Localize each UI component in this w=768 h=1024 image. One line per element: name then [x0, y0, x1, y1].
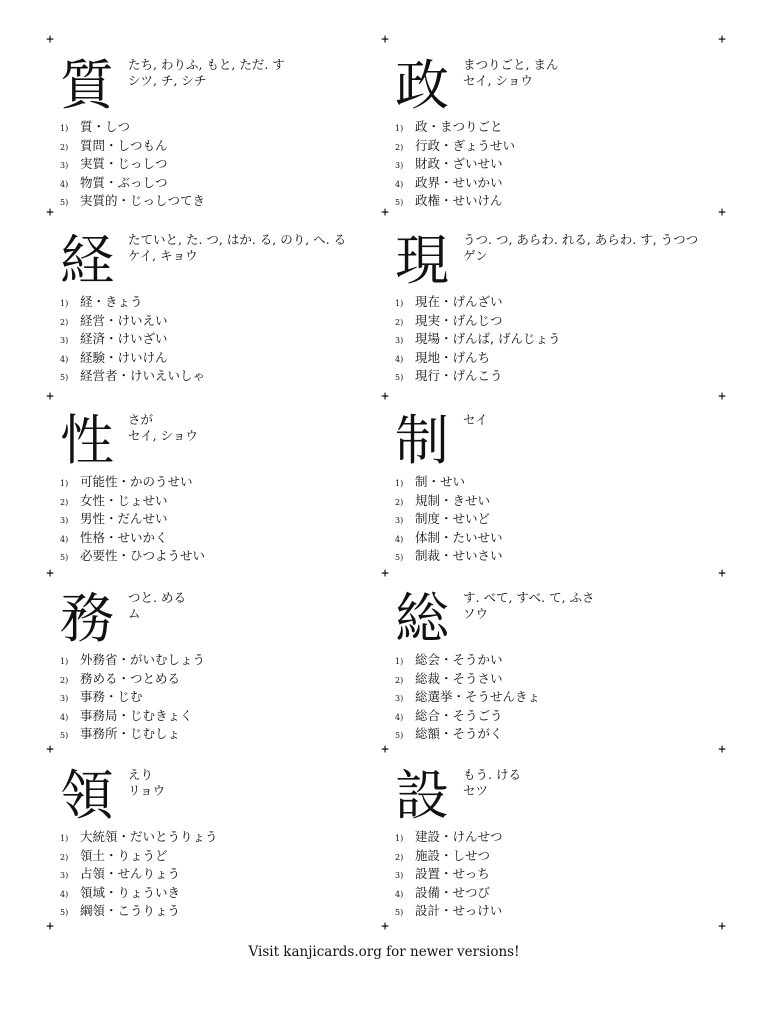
vocab-item — [60, 193, 205, 212]
vocab-list — [60, 294, 205, 387]
vocab-list — [395, 119, 515, 212]
vocab-text: 実質・じっしつ — [80, 156, 168, 172]
vocab-item — [395, 726, 540, 745]
vocab-text: 質・しつ — [80, 119, 131, 134]
vocab-number: 2) — [60, 675, 69, 685]
vocab-number: 5) — [395, 908, 404, 918]
vocab-list — [395, 474, 503, 567]
vocab-item — [395, 848, 503, 867]
vocab-item — [60, 331, 205, 350]
on-reading: セイ, ショウ — [463, 73, 533, 88]
vocab-item — [395, 313, 560, 332]
crop-mark: + — [381, 742, 389, 757]
vocab-item — [60, 689, 205, 708]
vocab-text: 現地・げんち — [415, 349, 491, 365]
vocab-text: 政権・せいけん — [415, 193, 503, 209]
kanji-character: 政 — [395, 54, 449, 117]
on-reading: セイ, ショウ — [128, 428, 198, 443]
kun-reading: えり — [128, 767, 154, 782]
vocab-number: 5) — [60, 373, 69, 383]
vocab-number: 4) — [395, 712, 404, 722]
vocab-number: 4) — [395, 534, 404, 544]
kun-reading: さが — [128, 412, 154, 427]
vocab-number: 1) — [60, 124, 69, 133]
crop-mark: + — [46, 919, 54, 934]
kanji-character: 経 — [60, 229, 114, 292]
vocab-number: 3) — [395, 161, 404, 171]
vocab-text: 経・きょう — [80, 294, 143, 309]
kanji-card — [50, 578, 385, 748]
crop-mark: + — [46, 205, 54, 220]
crop-mark: + — [718, 32, 726, 47]
vocab-item — [60, 138, 205, 157]
vocab-text: 外務省・がいむしょう — [80, 652, 206, 667]
vocab-number: 3) — [395, 694, 404, 704]
vocab-number: 3) — [60, 336, 69, 346]
crop-mark: + — [718, 566, 726, 581]
vocab-text: 物質・ぶっしつ — [80, 174, 168, 190]
vocab-list — [60, 474, 205, 567]
crop-mark: + — [718, 389, 726, 404]
crop-mark: + — [381, 389, 389, 404]
vocab-item — [395, 294, 560, 313]
vocab-text: 体制・たいせい — [415, 529, 503, 545]
kanji-card — [50, 400, 385, 570]
vocab-number: 1) — [395, 299, 404, 308]
vocab-number: 3) — [60, 694, 69, 704]
vocab-item — [395, 652, 540, 671]
vocab-number: 1) — [60, 834, 69, 843]
vocab-number: 4) — [60, 354, 69, 364]
vocab-item — [395, 493, 503, 512]
vocab-number: 4) — [60, 889, 69, 899]
vocab-text: 経営者・けいえいしゃ — [80, 368, 206, 384]
vocab-text: 実質的・じっしつてき — [80, 193, 206, 209]
kun-reading: セイ — [463, 412, 488, 427]
vocab-text: 建設・けんせつ — [415, 829, 503, 844]
vocab-number: 1) — [60, 479, 69, 488]
vocab-item — [395, 193, 515, 212]
vocab-item — [395, 708, 540, 727]
kanji-card — [385, 755, 720, 925]
vocab-text: 現在・げんざい — [415, 294, 503, 309]
vocab-number: 2) — [395, 142, 404, 152]
vocab-text: 大統領・だいとうりょう — [80, 829, 218, 844]
vocab-number: 3) — [60, 161, 69, 171]
vocab-item — [60, 866, 218, 885]
vocab-text: 規制・きせい — [415, 492, 491, 508]
kun-reading: たていと, た. つ, はか. る, のり, へ. る — [128, 232, 347, 247]
vocab-number: 5) — [60, 908, 69, 918]
vocab-list — [60, 829, 218, 922]
vocab-number: 4) — [395, 354, 404, 364]
vocab-item — [60, 511, 205, 530]
vocab-item — [60, 119, 205, 138]
kanji-character: 現 — [395, 229, 449, 292]
vocab-number: 5) — [60, 198, 69, 208]
vocab-text: 経験・けいけん — [80, 349, 168, 365]
vocab-number: 1) — [395, 479, 404, 488]
vocab-item — [60, 708, 205, 727]
vocab-number: 2) — [60, 317, 69, 327]
vocab-text: 政界・せいかい — [415, 174, 503, 190]
crop-mark: + — [718, 205, 726, 220]
kun-reading: す. べて, すべ. て, ふさ — [463, 590, 595, 605]
on-reading: ケイ, キョウ — [128, 248, 198, 263]
kanji-character: 制 — [395, 409, 449, 472]
vocab-number: 2) — [60, 852, 69, 862]
crop-mark: + — [381, 32, 389, 47]
vocab-number: 2) — [395, 317, 404, 327]
vocab-number: 3) — [395, 871, 404, 881]
vocab-text: 設計・せっけい — [415, 903, 503, 919]
vocab-item — [60, 175, 205, 194]
footer-text: Visit kanjicards.org for newer versions! — [248, 944, 520, 960]
kanji-card — [385, 45, 720, 215]
vocab-item — [395, 548, 503, 567]
vocab-item — [395, 474, 503, 493]
vocab-number: 4) — [60, 712, 69, 722]
vocab-item — [60, 156, 205, 175]
vocab-number: 4) — [395, 889, 404, 899]
vocab-number: 2) — [60, 142, 69, 152]
vocab-text: 事務所・じむしょ — [80, 726, 181, 742]
vocab-text: 行政・ぎょうせい — [415, 137, 516, 153]
vocab-item — [395, 866, 503, 885]
kanji-character: 性 — [60, 409, 114, 472]
kun-reading: まつりごと, まん — [463, 57, 559, 72]
vocab-item — [395, 689, 540, 708]
vocab-item — [395, 829, 503, 848]
vocab-text: 質問・しつもん — [80, 137, 168, 153]
vocab-item — [395, 156, 515, 175]
vocab-text: 制度・せいど — [415, 511, 491, 527]
crop-mark: + — [46, 742, 54, 757]
vocab-number: 2) — [395, 675, 404, 685]
vocab-number: 1) — [395, 834, 404, 843]
vocab-text: 現行・げんこう — [415, 368, 503, 384]
vocab-number: 5) — [60, 731, 69, 741]
kanji-card — [385, 220, 720, 390]
on-reading: ソウ — [463, 606, 489, 621]
vocab-item — [60, 885, 218, 904]
vocab-number: 4) — [60, 534, 69, 544]
vocab-text: 設置・せっち — [415, 866, 490, 882]
kanji-character: 領 — [60, 764, 114, 827]
kanji-character: 設 — [395, 764, 449, 827]
vocab-number: 5) — [395, 553, 404, 563]
vocab-number: 5) — [395, 198, 404, 208]
on-reading: リョウ — [128, 783, 166, 798]
vocab-item — [60, 848, 218, 867]
vocab-number: 1) — [60, 299, 69, 308]
vocab-item — [60, 294, 205, 313]
vocab-number: 2) — [395, 497, 404, 507]
vocab-number: 3) — [60, 871, 69, 881]
vocab-item — [395, 368, 560, 387]
vocab-text: 総裁・そうさい — [415, 670, 503, 686]
vocab-item — [395, 885, 503, 904]
vocab-list — [395, 829, 503, 922]
kanji-character: 務 — [60, 587, 114, 650]
vocab-text: 性格・せいかく — [80, 529, 168, 545]
vocab-text: 設備・せつび — [415, 884, 491, 900]
crop-mark: + — [381, 919, 389, 934]
vocab-item — [60, 493, 205, 512]
vocab-text: 経営・けいえい — [80, 312, 168, 328]
on-reading: ゲン — [463, 248, 488, 263]
vocab-item — [395, 138, 515, 157]
vocab-text: 現実・げんじつ — [415, 312, 503, 328]
crop-mark: + — [381, 566, 389, 581]
vocab-text: 制裁・せいさい — [415, 548, 503, 564]
kun-reading: もう. ける — [463, 767, 521, 782]
vocab-number: 5) — [395, 373, 404, 383]
vocab-text: 必要性・ひつようせい — [80, 548, 206, 564]
vocab-item — [395, 331, 560, 350]
vocab-item — [60, 368, 205, 387]
vocab-number: 1) — [395, 124, 404, 133]
vocab-text: 可能性・かのうせい — [80, 474, 193, 489]
vocab-text: 事務・じむ — [80, 689, 143, 705]
vocab-item — [60, 829, 218, 848]
on-reading: セツ — [463, 783, 489, 798]
vocab-text: 領土・りょうど — [80, 847, 168, 863]
vocab-number: 2) — [395, 852, 404, 862]
vocab-item — [395, 511, 503, 530]
vocab-item — [60, 726, 205, 745]
crop-mark: + — [46, 566, 54, 581]
vocab-item — [60, 652, 205, 671]
vocab-number: 1) — [395, 657, 404, 666]
vocab-list — [60, 652, 205, 745]
vocab-text: 領域・りょういき — [80, 884, 181, 900]
vocab-number: 2) — [60, 497, 69, 507]
vocab-number: 5) — [395, 731, 404, 741]
vocab-text: 総額・そうがく — [415, 726, 503, 742]
vocab-text: 政・まつりごと — [415, 119, 503, 134]
kanji-card — [50, 755, 385, 925]
vocab-item — [395, 175, 515, 194]
vocab-number: 4) — [60, 179, 69, 189]
vocab-text: 女性・じょせい — [80, 492, 168, 508]
vocab-list — [395, 652, 540, 745]
vocab-text: 務める・つとめる — [80, 670, 181, 686]
crop-mark: + — [718, 742, 726, 757]
vocab-list — [395, 294, 560, 387]
vocab-item — [60, 313, 205, 332]
vocab-text: 施設・しせつ — [415, 847, 491, 863]
kun-reading: たち, わりふ, もと, ただ. す — [128, 57, 285, 72]
vocab-item — [60, 474, 205, 493]
crop-mark: + — [46, 32, 54, 47]
vocab-text: 現場・げんば, げんじょう — [415, 331, 561, 347]
vocab-text: 事務局・じむきょく — [80, 707, 193, 723]
vocab-text: 総選挙・そうせんきょ — [415, 689, 541, 705]
vocab-number: 3) — [395, 516, 404, 526]
kanji-card — [50, 220, 385, 390]
vocab-number: 5) — [60, 553, 69, 563]
vocab-text: 総合・そうごう — [415, 707, 503, 723]
kun-reading: うつ. つ, あらわ. れる, あらわ. す, うつつ — [463, 232, 699, 247]
vocab-text: 綱領・こうりょう — [80, 903, 181, 919]
vocab-number: 3) — [60, 516, 69, 526]
crop-mark: + — [46, 389, 54, 404]
vocab-item — [395, 903, 503, 922]
vocab-text: 男性・だんせい — [80, 511, 168, 527]
vocab-item — [60, 548, 205, 567]
vocab-text: 総会・そうかい — [415, 652, 503, 667]
vocab-item — [395, 119, 515, 138]
vocab-number: 1) — [60, 657, 69, 666]
kanji-card — [385, 400, 720, 570]
crop-mark: + — [381, 205, 389, 220]
kanji-card — [385, 578, 720, 748]
kun-reading: つと. める — [128, 590, 186, 605]
kanji-character: 総 — [395, 587, 449, 650]
vocab-list — [60, 119, 205, 212]
vocab-text: 制・せい — [415, 474, 466, 489]
kanji-card — [50, 45, 385, 215]
vocab-item — [395, 530, 503, 549]
vocab-text: 経済・けいざい — [80, 331, 168, 347]
vocab-text: 財政・ざいせい — [415, 156, 503, 172]
vocab-item — [60, 350, 205, 369]
vocab-item — [395, 671, 540, 690]
vocab-item — [60, 530, 205, 549]
crop-mark: + — [718, 919, 726, 934]
vocab-number: 3) — [395, 336, 404, 346]
vocab-item — [395, 350, 560, 369]
kanji-character: 質 — [60, 54, 114, 117]
on-reading: ム — [128, 606, 141, 621]
on-reading: シツ, チ, シチ — [128, 73, 207, 88]
vocab-number: 4) — [395, 179, 404, 189]
vocab-text: 占領・せんりょう — [80, 866, 181, 882]
vocab-item — [60, 903, 218, 922]
vocab-item — [60, 671, 205, 690]
